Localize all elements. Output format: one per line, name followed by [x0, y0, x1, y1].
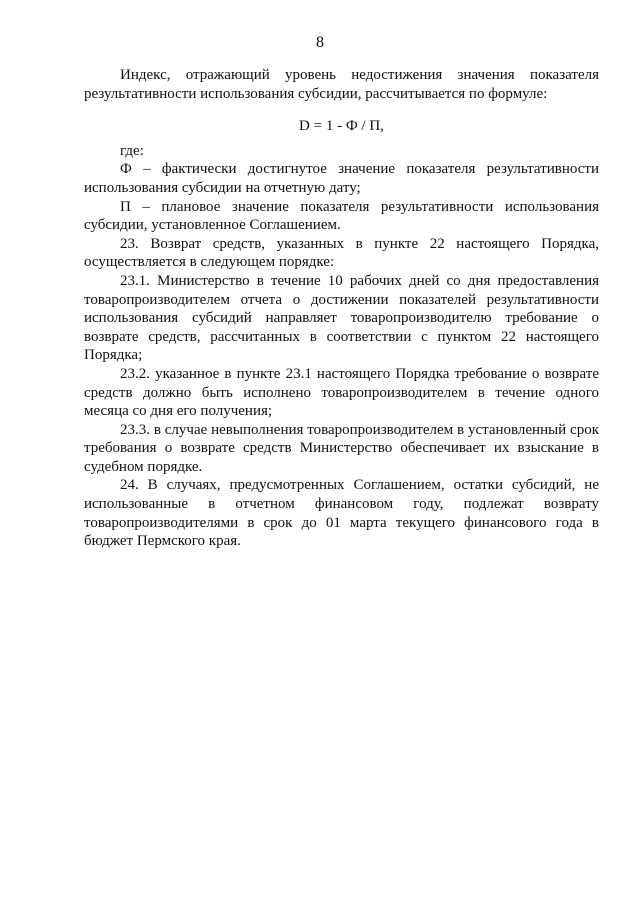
paragraph-23-3: 23.3. в случае невыполнения товаропроизводителем в установленный срок требования о возврате средств Министерство обеспечивает их взыскание в судебном порядке. [84, 421, 599, 475]
document-body [84, 66, 599, 551]
paragraph-index-intro: Индекс, отражающий уровень недостижения значения показателя результативности использования субсидии, рассчитывается по формуле: [84, 67, 599, 102]
paragraph-24: 24. В случаях, предусмотренных Соглашением, остатки субсидий, не использованные в отчетном финансовом году, подлежат возврату товаропроизводителями в срок до 01 марта текущего финансового года в бюджет Пермского края. [84, 477, 599, 550]
page-number: 8 [316, 34, 324, 51]
paragraph-definition-f: Ф – фактически достигнутое значение показателя результативности использования субсидии на отчетную дату; [84, 161, 599, 196]
paragraph-where: где: [120, 142, 144, 159]
paragraph-23: 23. Возврат средств, указанных в пункте 22 настоящего Порядка, осуществляется в следующем порядке: [84, 235, 599, 271]
paragraph-23-1: 23.1. Министерство в течение 10 рабочих дней со дня предоставления товаропроизводителем отчета о достижении показателей результативности использования субсидий направляет товаропроизводителю требование о возврате средств, рассчитанных в соответствии с пунктом 22 настоящего Порядка; [84, 272, 599, 364]
paragraph-23-2: 23.2. указанное в пункте 23.1 настоящего Порядка требование о возврате средств должно быть исполнено товаропроизводителем в течение одного месяца со дня его получения; [84, 365, 599, 420]
paragraph-definition-p: П – плановое значение показателя результативности использования субсидии, установленное Соглашением. [84, 198, 599, 234]
formula: D = 1 - Ф / П, [299, 118, 384, 135]
